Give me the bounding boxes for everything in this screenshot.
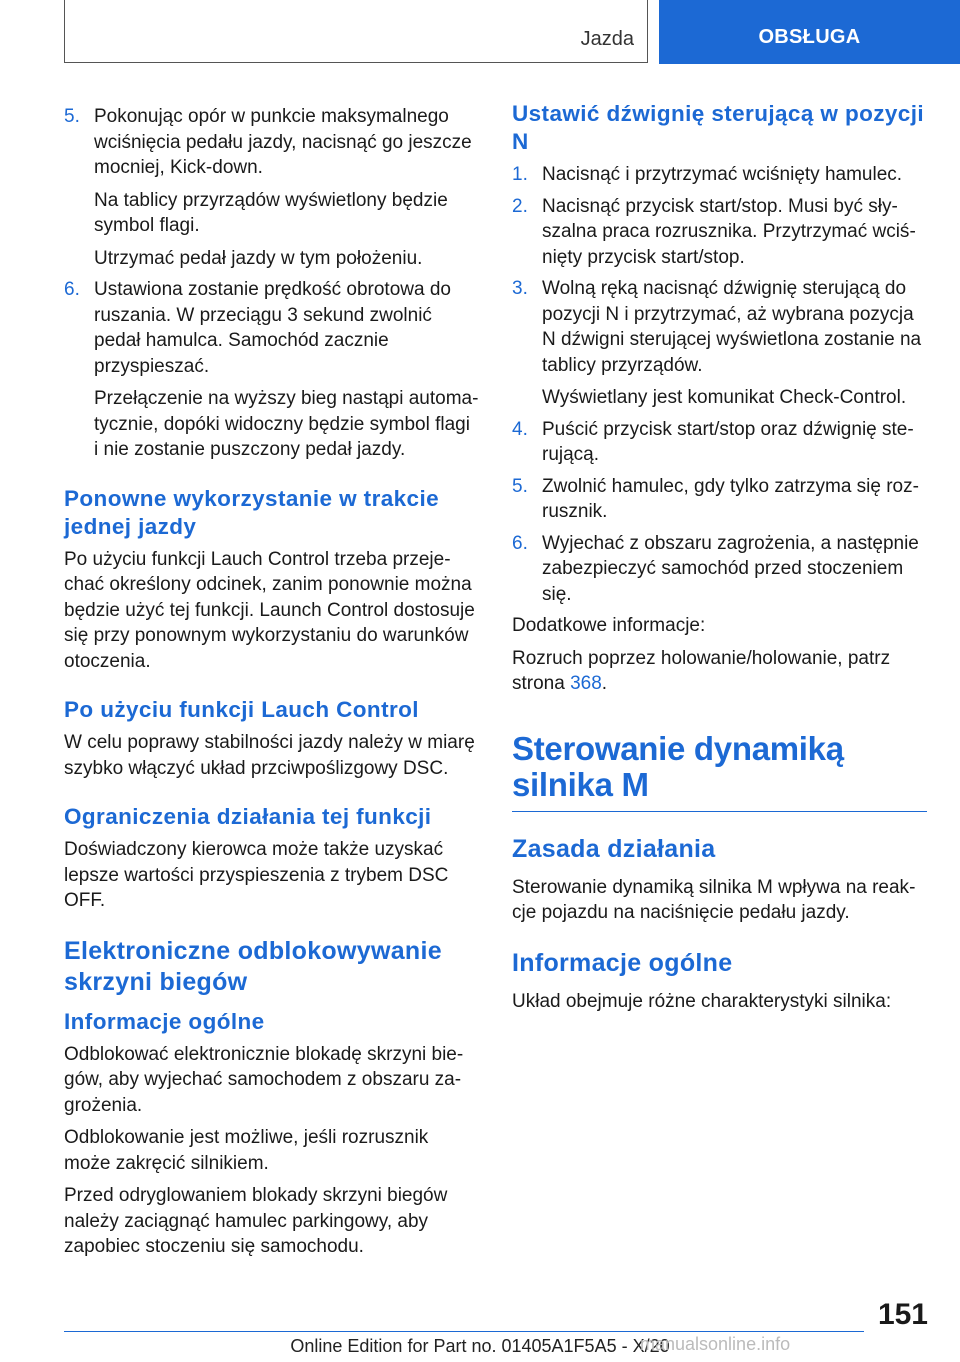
step-number: 4. xyxy=(512,418,528,440)
footer-divider xyxy=(64,1331,864,1332)
step-text: Na tablicy przyrządów wyświetlony będzie symbol flagi. xyxy=(94,189,448,236)
paragraph: Sterowanie dynamiką silnika M wpływa na reakcje pojazdu na naciśnięcie pedału jazdy. xyxy=(512,876,916,923)
section-heading-gear-unlock: Elektroniczne odblokowywanie skrzyni biegów xyxy=(64,936,442,996)
paragraph: Odblokowanie jest możliwe, jeśli rozrusznik może zakręcić silnikiem. xyxy=(64,1127,429,1174)
reference-end: . xyxy=(601,673,608,694)
right-column xyxy=(512,100,927,1021)
step-text: Pokonując opór w punkcie maksymalnego wciśnięcia pedału jazdy, nacisnąć go jeszcze mocniej, Kick-down. xyxy=(94,106,472,178)
section-title: Jazda xyxy=(580,28,634,50)
section-heading-limits: Ograniczenia działania tej funkcji xyxy=(64,804,432,829)
step-number: 6. xyxy=(512,532,528,554)
section-heading-neutral: Ustawić dźwignię sterującą w pozycji N xyxy=(512,101,925,154)
section-heading-reuse: Ponowne wykorzystanie w trakcie jednej jazdy xyxy=(64,485,440,539)
step-text: Nacisnąć przycisk start/stop. Musi być słyszalna praca rozrusznika. Przytrzymać wciśnięty przycisk start/stop. xyxy=(542,195,916,268)
paragraph: Przed odryglowaniem blokady skrzyni biegów należy zaciągnąć hamulec parkingowy, aby zapobiec stoczeniu się samochodu. xyxy=(64,1185,448,1257)
watermark: manualsonline.info xyxy=(640,1334,791,1354)
step-text: Wyświetlany jest komunikat Check-Control. xyxy=(542,387,907,408)
step-text: Wolną ręką nacisnąć dźwignię sterującą do pozycji N i przytrzymać, aż wybrana pozycja N dźwigni sterującej wyświetlona zostanie na tablicy przyrządów. xyxy=(542,278,922,376)
step-text: Utrzymać pedał jazdy w tym położeniu. xyxy=(94,247,423,269)
step-number: 5. xyxy=(64,106,80,127)
step-item xyxy=(64,277,479,463)
step-item xyxy=(512,474,927,525)
step-text: Puścić przycisk start/stop oraz dźwignię sterującą. xyxy=(542,418,914,465)
step-number: 6. xyxy=(64,279,80,300)
left-column xyxy=(64,104,479,1267)
step-item xyxy=(512,276,927,411)
step-number: 3. xyxy=(512,278,528,299)
section-heading-principle: Zasada działania xyxy=(512,834,716,863)
step-text: Przełączenie na wyższy bieg nastąpi automatycznie, dopóki widoczny będzie symbol flagi i nie zostanie puszczony pedał jazdy. xyxy=(94,388,479,460)
paragraph: Dodatkowe informacje: xyxy=(512,615,706,636)
step-item xyxy=(512,162,927,188)
paragraph: Układ obejmuje różne charakterystyki silnika: xyxy=(512,990,892,1012)
step-text: Wyjechać z obszaru zagrożenia, a następnie zabezpieczyć samochód przed stoczeniem się. xyxy=(542,532,919,605)
step-item xyxy=(512,417,927,468)
footer-edition: Online Edition for Part no. 01405A1F5A5 - X/20 xyxy=(290,1336,670,1356)
step-number: 2. xyxy=(512,195,528,217)
page-number: 151 xyxy=(877,1298,928,1331)
header-frame xyxy=(64,0,648,63)
step-text: Ustawiona zostanie prędkość obrotowa do ruszania. W przeciągu 3 sekund zwolnić pedał hamulca. Samochód zacznie przyspieszać. xyxy=(94,279,451,377)
section-heading-after-use: Po użyciu funkcji Lauch Control xyxy=(64,697,419,722)
step-item xyxy=(64,104,479,271)
section-heading-general: Informacje ogólne xyxy=(64,1008,265,1034)
chapter-heading: Sterowanie dynamiką silnika M xyxy=(512,731,927,812)
step-number: 1. xyxy=(512,164,528,185)
step-item xyxy=(512,531,927,608)
paragraph: Po użyciu funkcji Lauch Control trzeba przejechać określony odcinek, zanim ponownie można będzie użyć tej funkcji. Launch Control dostosuje się przy ponownym wykorzystaniu do warunków otoczenia. xyxy=(64,548,475,672)
step-text: Zwolnić hamulec, gdy tylko zatrzyma się rozrusznik. xyxy=(542,475,919,522)
paragraph: W celu poprawy stabilności jazdy należy w miarę szybko włączyć układ przciwpoślizgowy DSC. xyxy=(64,732,475,779)
page-link[interactable]: 368 xyxy=(570,673,602,694)
cross-reference xyxy=(512,646,927,697)
step-text: Nacisnąć i przytrzymać wciśnięty hamulec. xyxy=(542,164,903,185)
step-number: 5. xyxy=(512,475,528,497)
paragraph: Doświadczony kierowca może także uzyskać lepsze wartości przyspieszenia z trybem DSC OFF. xyxy=(64,839,449,911)
chapter-tab: OBSŁUGA xyxy=(659,0,960,64)
paragraph: Odblokować elektronicznie blokadę skrzyni biegów, aby wyjechać samochodem z obszaru zagrożenia. xyxy=(64,1043,464,1116)
reference-text: Rozruch poprzez holowanie/holowanie, patrz strona xyxy=(512,647,891,694)
section-heading-info: Informacje ogólne xyxy=(512,948,733,977)
step-item xyxy=(512,194,927,271)
